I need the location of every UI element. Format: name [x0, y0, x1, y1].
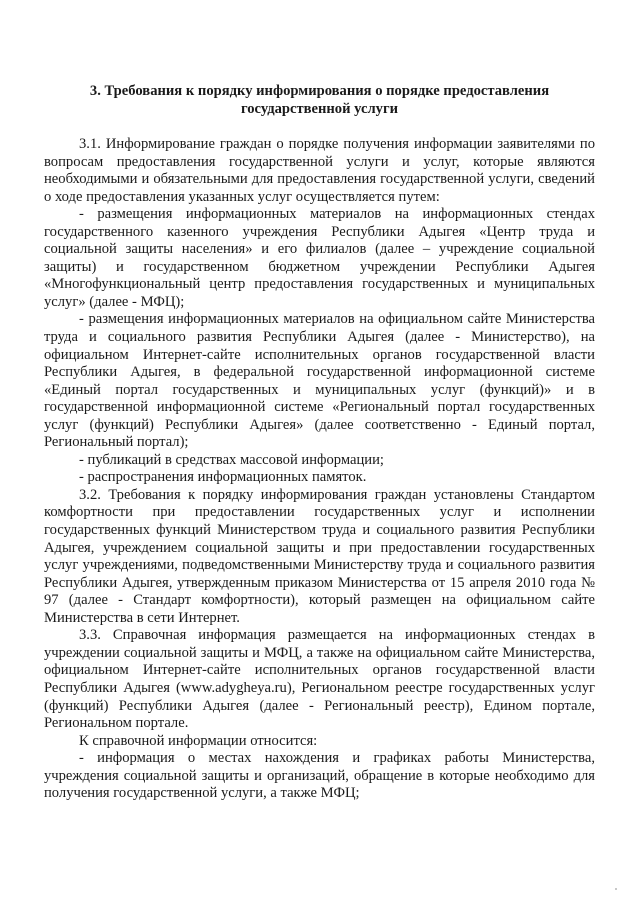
paragraph-3-2: 3.2. Требования к порядку информирования граждан установлены Стандартом комфортности при предоставлении государственных услуг и исполнении государственных функций Министерством труда и социального развития Республики Адыгея, учреждением социальной защиты и при предоставлении государственных услуг учреждениями, подведомственными Министерству труда и социального развития Республики Адыгея, утвержденным приказом Министерства от 15 апреля 2010 года № 97 (далее - Стандарт комфортности), который размещен на официальном сайте Министерства в сети Интернет.: [44, 486, 595, 626]
paragraph-reference-intro: К справочной информации относится:: [79, 732, 318, 749]
section-heading: 3. Требования к порядку информирования о порядке предоставления государственной услуги: [89, 83, 550, 117]
scan-mark: [615, 888, 617, 890]
paragraph-3-1: 3.1. Информирование граждан о порядке получения информации заявителями по вопросам предоставления государственной услуги и услуг, которые являются необходимыми и обязательными для предоставления государственной услуги, сведений о ходе предоставления указанных услуг осуществляется путем:: [44, 136, 595, 205]
document-body: [44, 136, 595, 803]
paragraph-stands: - размещения информационных материалов на информационных стендах государственного казенного учреждения Республики Адыгея «Центр труда и социальной защиты населения» и его филиалов (далее – учреждение социальной защиты) и государственном бюджетном учреждении Республики Адыгея «Многофункциональный центр предоставления государственных и муниципальных услуг» (далее - МФЦ);: [44, 206, 595, 310]
paragraph-locations: - информация о местах нахождения и графиках работы Министерства, учреждения социальной защиты и организаций, обращение в которые необходимо для получения государственной услуги, а также МФЦ;: [44, 750, 595, 802]
paragraph-media: - публикаций в средствах массовой информации;: [79, 451, 384, 468]
paragraph-leaflets: - распространения информационных памяток.: [79, 469, 367, 486]
paragraph-websites: - размещения информационных материалов на официальном сайте Министерства труда и социального развития Республики Адыгея (далее - Министерство), на официальном Интернет-сайте исполнительных органов государственной власти Республики Адыгея, в федеральной государственной информационной системе «Единый портал государственных и муниципальных услуг (функций)» и в государственной информационной системе «Региональный портал государственных услуг (функций) Республики Адыгея» (далее соответственно - Единый портал, Региональный портал);: [44, 311, 595, 451]
paragraph-3-3: 3.3. Справочная информация размещается на информационных стендах в учреждении социальной защиты и МФЦ, а также на официальном сайте Министерства, официальном Интернет-сайте исполнительных органов государственной власти Республики Адыгея (www.adygheya.ru), Региональном реестре государственных услуг (функций) Республики Адыгея (далее - Региональный реестр), Едином портале, Региональном портале.: [44, 627, 595, 732]
